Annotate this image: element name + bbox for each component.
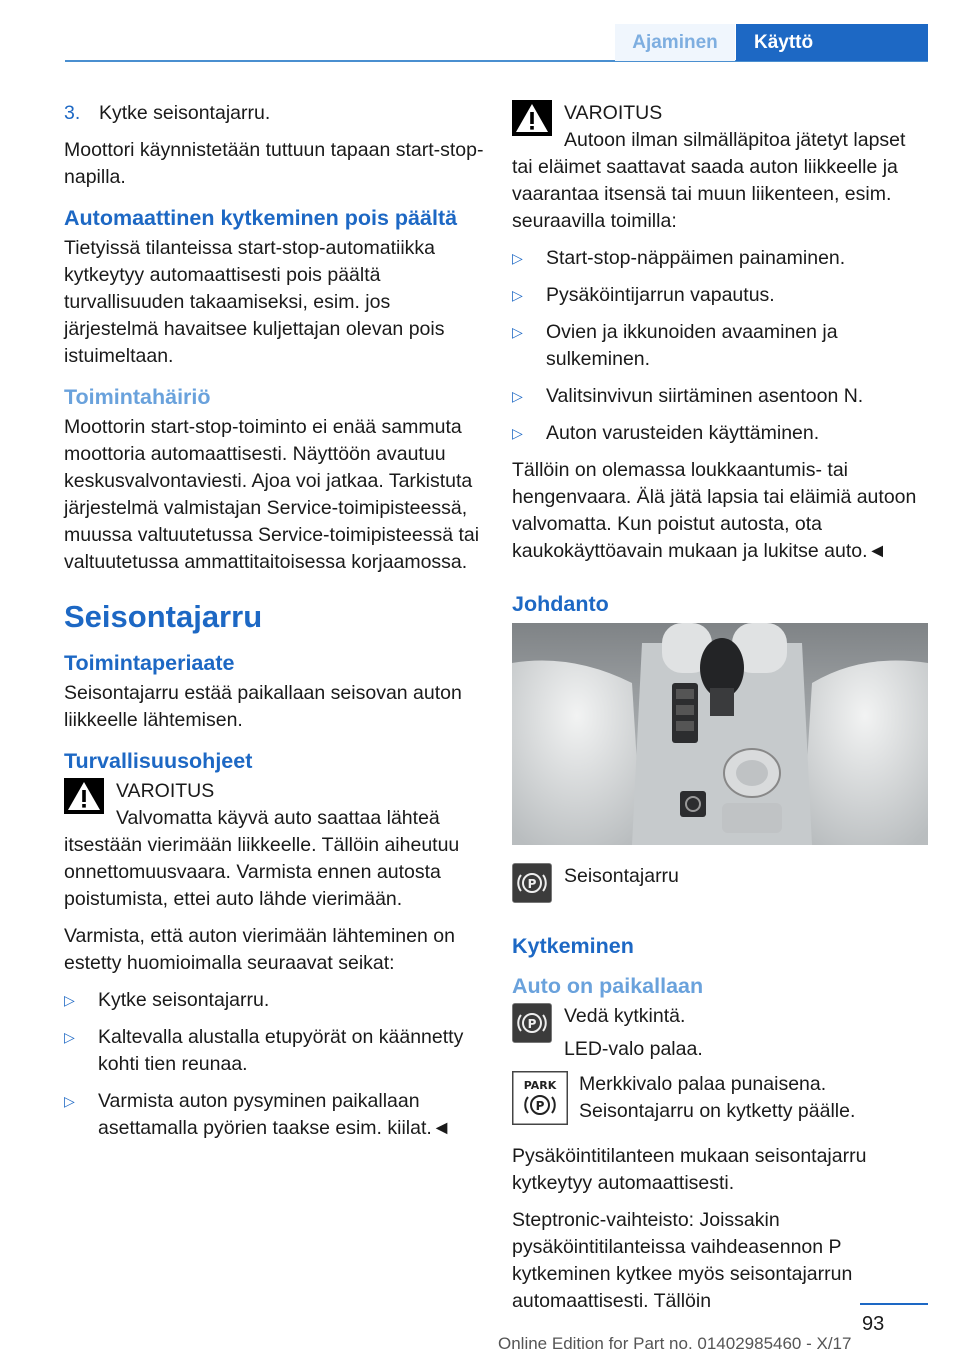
warning-text: Valvomatta käyvä auto saattaa lähteä itsestään vierimään liikkeelle. Tällöin aiheutuu onnettomuusvaara. Varmista ennen autosta poistumista, ettei auto lähde vierimään. <box>64 807 460 910</box>
list-item: ▷ Pysäköintijarrun vapautus. <box>512 282 928 309</box>
header-chapter-tab[interactable]: Käyttö <box>736 24 928 61</box>
paragraph-auto-off: Tietyissä tilanteissa start-stop-automatiikka kytkeytyy automaattisesti pois päältä turvallisuuden takaamiseksi, esim. jos järjestelmä havaitsee kuljettajan olevan pois istuimeltaan. <box>64 237 445 367</box>
heading-fault: Toimintahäiriö <box>64 385 211 409</box>
footer-edition: Online Edition for Part no. 01402985460 - X/17 <box>498 1334 852 1353</box>
svg-text:P: P <box>527 877 537 891</box>
warning-text: Autoon ilman silmälläpitoa jätetyt lapset tai eläimet saattavat saada auton liikkeelle ja vaarantaa itsensä tai muun liikenteen, esim. seuraavilla toimilla: <box>512 129 906 232</box>
triangle-bullet-icon: ▷ <box>512 324 523 340</box>
paragraph-auto-engage: Pysäköintitilanteen mukaan seisontajarru kytkeytyy automaattisesti. <box>512 1145 867 1194</box>
heading-principle: Toimintaperiaate <box>64 651 235 675</box>
list-item: ▷ Ovien ja ikkunoiden avaaminen ja sulkeminen. <box>512 321 838 370</box>
heading-auto-off: Automaattinen kytkeminen pois päältä <box>64 206 458 230</box>
led-text: LED-valo palaa. <box>564 1038 703 1060</box>
svg-text:P: P <box>527 1017 537 1031</box>
paragraph-steptronic: Steptronic-vaihteisto: Joissakin pysäköintitilanteissa vaihdeasennon P kytkeminen kytkee myös seisontajarrun automaattisesti. Tällöin <box>512 1209 853 1312</box>
left-column <box>64 100 484 1152</box>
pull-switch-row <box>512 1003 928 1063</box>
park-indicator-row <box>512 1071 928 1131</box>
heading-parking-brake: Seisontajarru <box>64 599 263 634</box>
warning-title: VAROITUS <box>116 780 215 802</box>
warning-block <box>64 778 484 913</box>
triangle-bullet-icon: ▷ <box>64 1029 75 1045</box>
triangle-bullet-icon: ▷ <box>512 287 523 303</box>
parking-brake-row <box>512 863 928 905</box>
triangle-bullet-icon: ▷ <box>512 425 523 441</box>
step-text: Kytke seisontajarru. <box>99 102 271 124</box>
paragraph-danger: Tällöin on olemassa loukkaantumis- tai hengenvaara. Älä jätä lapsia tai eläimiä autoon valvomatta. Kun poistut autosta, ota kaukokäyttöavain mukaan ja lukitse auto.◄ <box>512 459 917 562</box>
list-item: ▷ Kaltevalla alustalla etupyörät on käännetty kohti tien reunaa. <box>64 1026 464 1075</box>
footer-rule <box>860 1303 928 1305</box>
warning-title: VAROITUS <box>564 102 663 124</box>
heading-stationary: Auto on paikallaan <box>512 974 704 998</box>
heading-intro: Johdanto <box>512 592 609 616</box>
paragraph-start: Moottori käynnistetään tuttuun tapaan start-stop-napilla. <box>64 139 484 188</box>
step-number: 3. <box>64 102 81 124</box>
paragraph-fault: Moottorin start-stop-toiminto ei enää sammuta moottoria automaattisesti. Näyttöön avautuu keskusvalvontaviesti. Ajoa voi jatkaa. Tarkistuta järjestelmä valmistajan Service-toimipisteessä, muussa valtuutetussa Service-toimipisteessä tai valtuutetussa ammattitaitoisessa korjaamossa. <box>64 416 480 573</box>
list-item: ▷ Valitsinvivun siirtäminen asentoon N. <box>512 383 928 410</box>
triangle-bullet-icon: ▷ <box>512 250 523 266</box>
parking-brake-label: Seisontajarru <box>564 865 679 887</box>
warning-icon <box>512 100 552 136</box>
list-item: ▷ Varmista auton pysyminen paikallaan asettamalla pyörien taakse esim. kiilat.◄ <box>64 1090 452 1139</box>
svg-text:P: P <box>535 1099 545 1113</box>
paragraph-principle: Seisontajarru estää paikallaan seisovan auton liikkeelle lähtemisen. <box>64 682 462 731</box>
heading-safety: Turvallisuusohjeet <box>64 749 253 773</box>
pull-switch-text: Vedä kytkintä. <box>564 1005 686 1027</box>
list-item: ▷ Start-stop-näppäimen painaminen. <box>512 245 928 272</box>
right-column <box>512 100 928 1325</box>
park-indicator-icon <box>512 1071 568 1125</box>
paragraph-ensure: Varmista, että auton vierimään lähteminen on estetty huomioimalla seuraavat seikat: <box>64 925 455 974</box>
park-indicator-text: Merkkivalo palaa punaisena. Seisontajarru on kytketty päälle. <box>579 1073 856 1122</box>
heading-engage: Kytkeminen <box>512 934 634 958</box>
triangle-bullet-icon: ▷ <box>64 992 75 1008</box>
parking-brake-icon <box>512 863 552 903</box>
triangle-bullet-icon: ▷ <box>64 1093 75 1109</box>
header-section-tab[interactable]: Ajaminen <box>615 24 735 61</box>
triangle-bullet-icon: ▷ <box>512 388 523 404</box>
list-item: ▷ Auton varusteiden käyttäminen. <box>512 420 928 447</box>
warning-block-children <box>512 100 928 235</box>
list-item: ▷ Kytke seisontajarru. <box>64 987 484 1014</box>
step-3 <box>64 100 484 127</box>
warning-icon <box>64 778 104 814</box>
center-console-photo <box>512 623 928 845</box>
park-icon-text: PARK <box>523 1079 557 1092</box>
parking-brake-icon <box>512 1003 552 1043</box>
page-number: 93 <box>862 1313 885 1335</box>
